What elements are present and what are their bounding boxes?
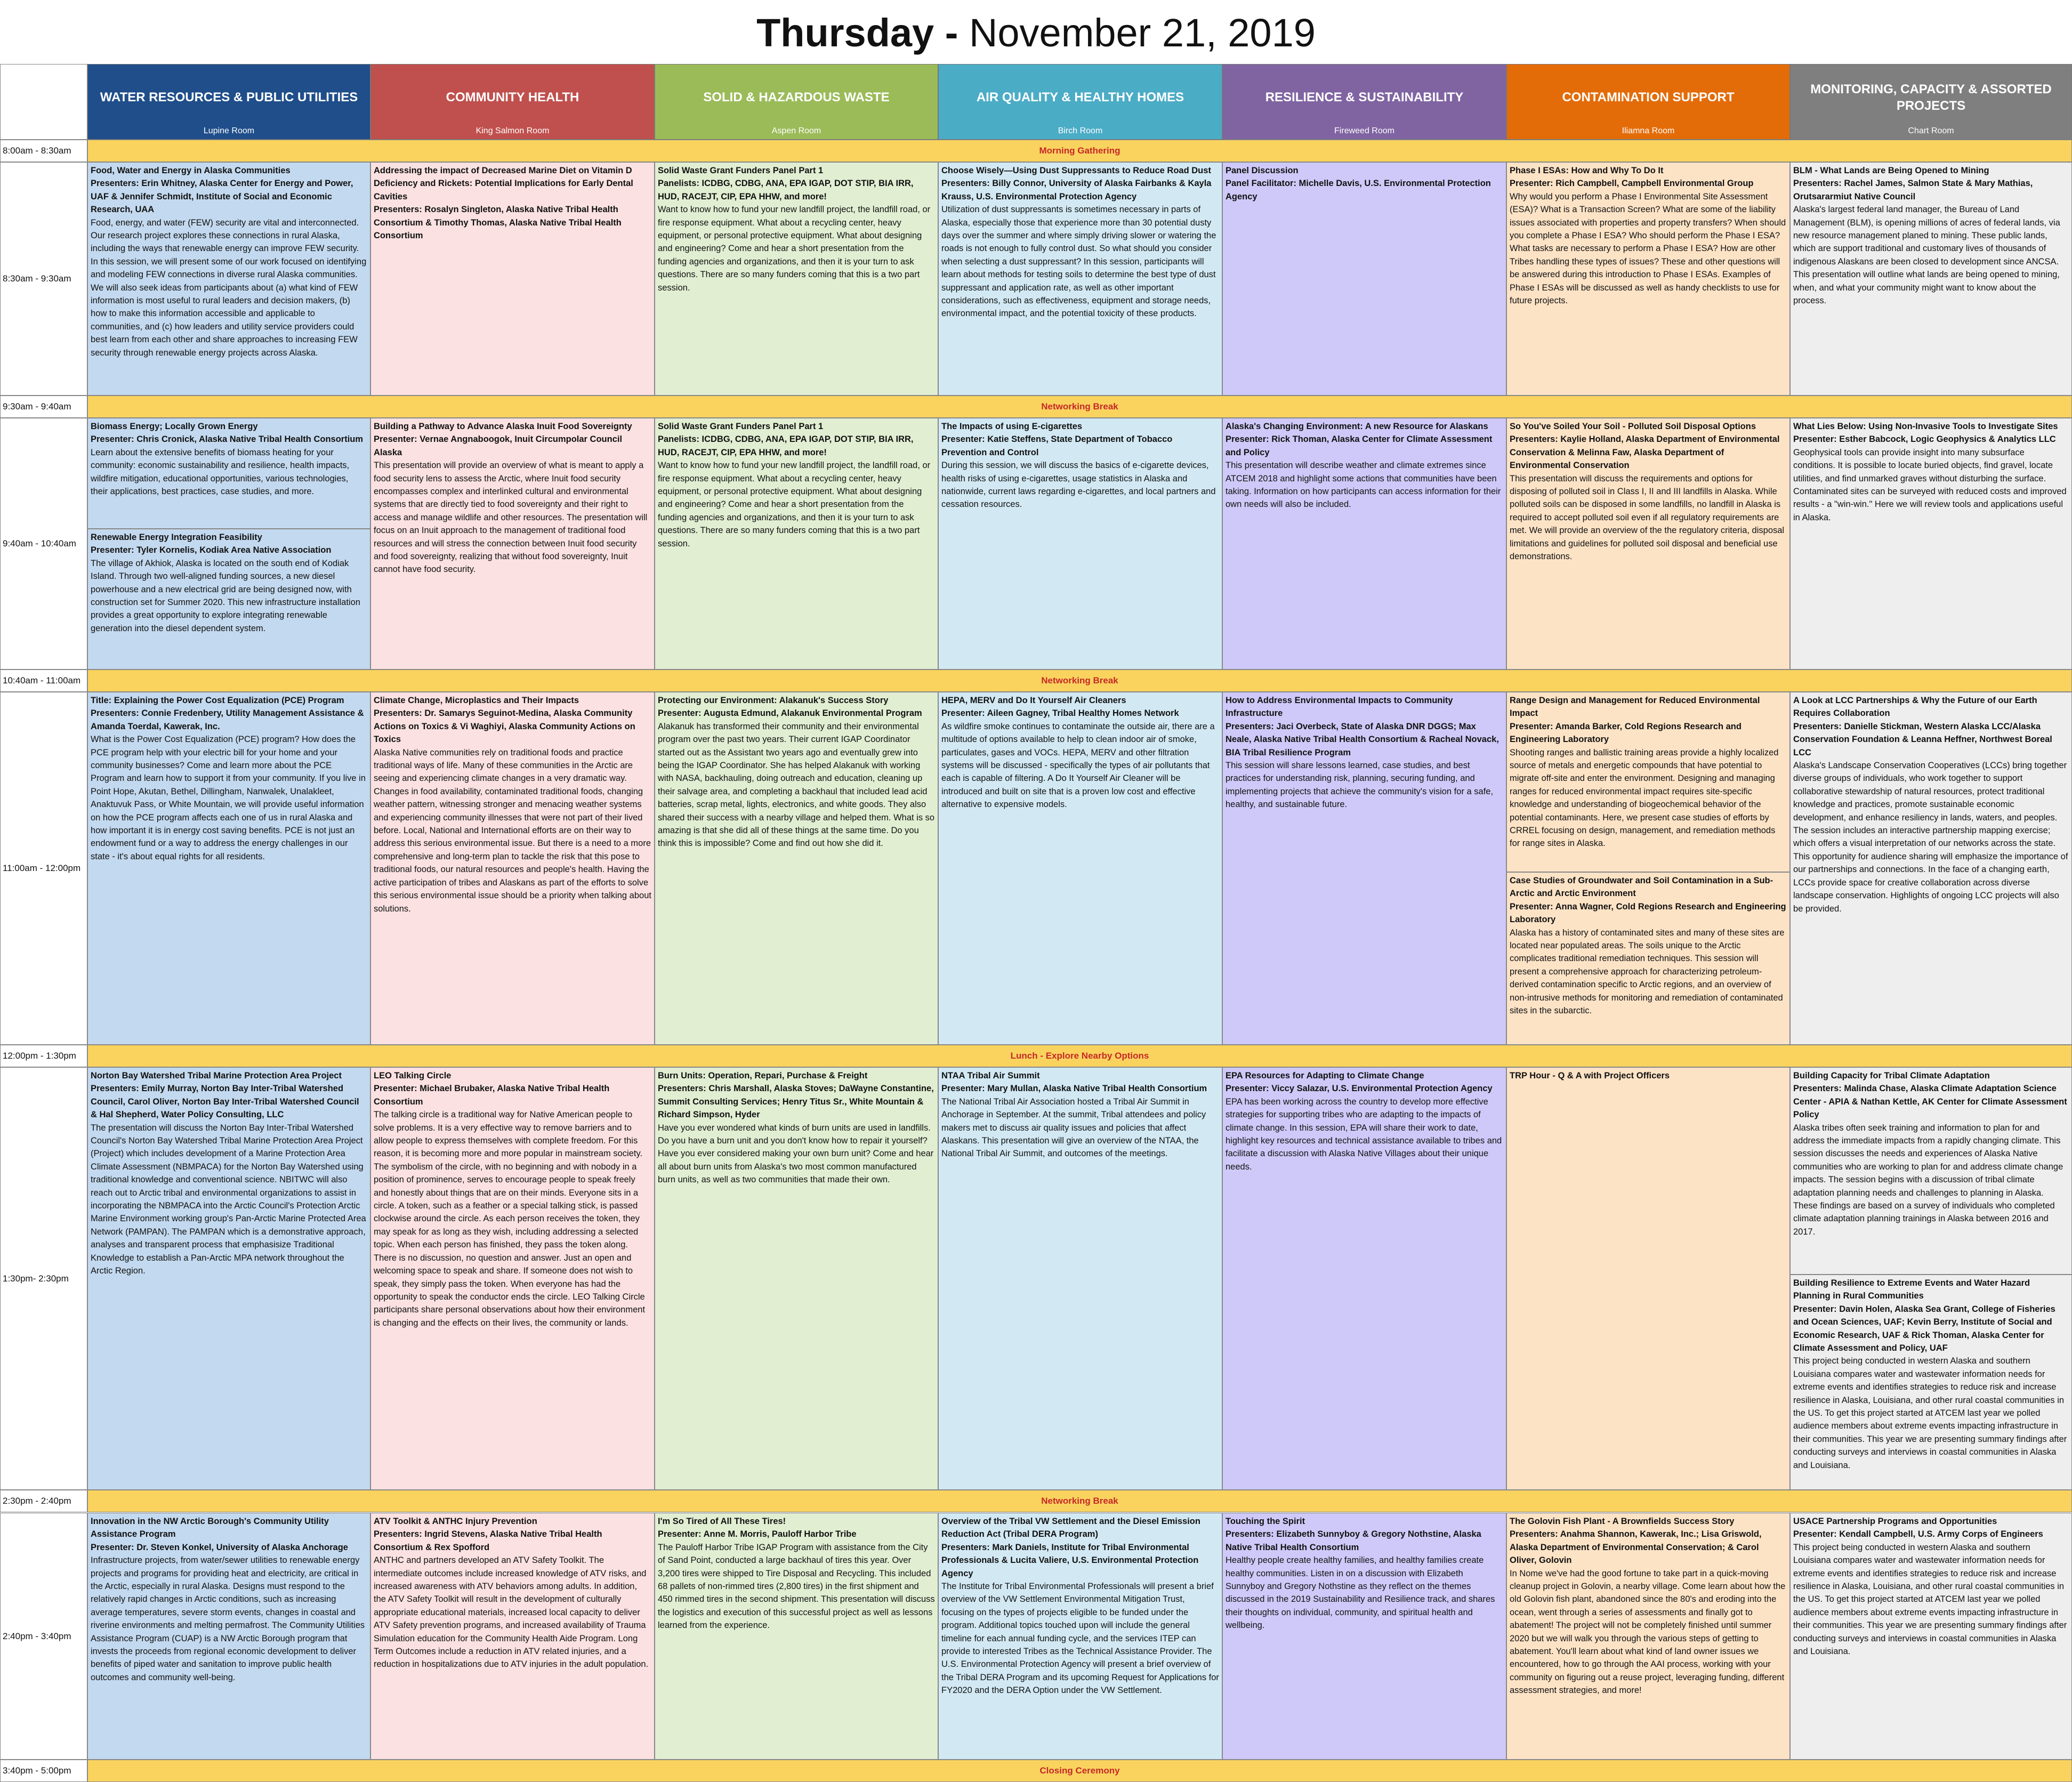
session-title: Biomass Energy; Locally Grown Energy — [91, 422, 258, 431]
session-cell — [1506, 1067, 1790, 1490]
time-slot: 9:40am - 10:40am — [0, 418, 87, 670]
date-label: November 21, 2019 — [969, 11, 1316, 55]
header-corner — [0, 64, 87, 140]
session-title: So You've Soiled Your Soil - Polluted Soil Disposal Options — [1510, 422, 1756, 431]
session-cell — [370, 1067, 655, 1490]
session-description: Infrastructure projects, from water/sewer utilities to renewable energy projects and programs for providing heat and electricity, are critical in the Arctic, especially in rural Alaska. Designs must respond to the relatively rapid changes in Arctic conditions, such as increasing average temperatures, severe storm events, changes in coastal and riverine environments and melting permafrost. The Community Utilities Assistance Program (CUAP) is a NW Arctic Borough program that invests the proceeds from regional economic development to deliver benefits of piped water and sanitation to improve public health outcomes and community well-being. — [91, 1555, 365, 1682]
session-cell — [87, 1513, 370, 1760]
session-presenters: Presenters: Rosalyn Singleton, Alaska Native Tribal Health Consortium & Timothy Thomas, Alaska Native Tribal Health Consortium — [374, 205, 622, 241]
session-presenters: Presenters: Elizabeth Sunnyboy & Gregory Nothstine, Alaska Native Tribal Health Consortium — [1226, 1529, 1481, 1552]
session-cell — [1506, 1513, 1790, 1760]
session-cell — [938, 162, 1222, 396]
session-presenters: Presenters: Ingrid Stevens, Alaska Native Tribal Health Consortium & Rex Spofford — [374, 1529, 602, 1552]
session-presenters: Presenter: Katie Steffens, State Department of Tobacco Prevention and Control — [941, 434, 1173, 457]
schedule-band: Closing Ceremony — [87, 1760, 2072, 1782]
session-cell — [655, 1513, 938, 1760]
track-room: Lupine Room — [203, 126, 255, 135]
session-cell — [1506, 418, 1790, 670]
session-cell — [87, 418, 370, 529]
session-presenters: Panel Facilitator: Michelle Davis, U.S. Environmental Protection Agency — [1226, 179, 1491, 201]
session-cell — [938, 692, 1222, 1045]
session-presenters: Presenter: Aileen Gagney, Tribal Healthy Homes Network — [941, 708, 1179, 719]
track-header — [87, 64, 370, 140]
session-presenters: Presenters: Jaci Overbeck, State of Alaska DNR DGGS; Max Neale, Alaska Native Tribal Health Consortium & Racheal Novack, BIA Tribal Resilience Program — [1226, 721, 1499, 757]
session-description: The talking circle is a traditional way for Native American people to solve problems. It is a very effective way to remove barriers and to allow people to express themselves with complete freedom. For this reason, it is becoming more and more popular in mainstream society. The symbolism of the circle, with no beginning and with nobody in a position of prominence, serves to encourage people to speak freely and honestly about things that are on their minds. Everyone sits in a circle. A token, such as a feather or a special talking stick, is passed clockwise around the circle. As each person receives the token, they may speak for as long as they wish, including addressing a selected topic. When each person has finished, they pass the token along. There is no discussion, no question and answer. Just an open and welcoming space to speak and share. If someone does not wish to speak, they simply pass the token. When everyone has had the opportunity to speak the conductor ends the circle. LEO Talking Circle participants share personal observations about how their environment is changing and the effects on their lives, the community or lands. — [374, 1110, 646, 1328]
session-presenters: Presenters: Chris Marshall, Alaska Stoves; DaWayne Constantine, Summit Consulting Services; Henry Titus Sr., White Mountain & Richard Simpson, Hyder — [658, 1084, 934, 1120]
session-title: How to Address Environmental Impacts to Community Infrastructure — [1226, 696, 1453, 719]
track-room: Chart Room — [1908, 126, 1954, 135]
session-description: The Pauloff Harbor Tribe IGAP Program with assistance from the City of Sand Point, conducted a large backhaul of tires this year. Over 3,200 tires were shipped to Tire Disposal and Recycling. This included 68 pallets of non-rimmed tires (2,800 tires) in the first shipment and 450 rimmed tires in the second shipment. This presentation will discuss the logistics and execution of this successful project as well as lessons learned from the experience. — [658, 1542, 935, 1631]
session-cell — [938, 418, 1222, 670]
session-title: Building Capacity for Tribal Climate Adaptation — [1793, 1071, 1990, 1081]
session-title: BLM - What Lands are Being Opened to Mining — [1793, 166, 1989, 175]
session-description: Alaska's largest federal land manager, the Bureau of Land Management (BLM), is opening millions of acres of federal lands, via new resource management planed to mining. These public lands, which are support traditional and customary lives of thousands of indigenous Alaskans are been closed to development since ANCSA. This presentation will outline what lands are being opened to mining, when, and what your community might want to know about the process. — [1793, 205, 2060, 306]
time-slot: 12:00pm - 1:30pm — [0, 1045, 87, 1067]
session-presenters: Panelists: ICDBG, CDBG, ANA, EPA IGAP, DOT STIP, BIA IRR, HUD, RACEJT, CIP, EPA HHW, and more! — [658, 179, 914, 201]
session-cell — [938, 1067, 1222, 1490]
session-presenters: Presenter: Anne M. Morris, Pauloff Harbor Tribe — [658, 1529, 857, 1539]
session-presenters: Presenter: Mary Mullan, Alaska Native Tribal Health Consortium — [941, 1084, 1207, 1094]
session-title: TRP Hour - Q & A with Project Officers — [1510, 1071, 1670, 1081]
track-header — [1790, 64, 2072, 140]
session-description: In Nome we've had the good fortune to take part in a quick-moving cleanup project in Golovin, a nearby village. Come learn about how the old Golovin fish plant, abandoned since the 80's and eroding into the ocean, went through a series of assessments and finally got to abatement! The project will not be completely finished until summer 2020 but we will walk you through the various steps of getting to abatement. You'll learn about what kind of land owner issues we encountered, how to go through the AAI process, working with your community on figuring out a reuse project, leveraging funding, different assessment strategies, and more! — [1510, 1568, 1786, 1696]
track-name: WATER RESOURCES & PUBLIC UTILITIES — [100, 90, 358, 105]
session-title: ATV Toolkit & ANTHC Injury Prevention — [374, 1517, 537, 1526]
session-title: Addressing the impact of Decreased Marine Diet on Vitamin D Deficiency and Rickets: Potential Implications for Early Dental Cavities — [374, 166, 633, 201]
session-title: What Lies Below: Using Non-Invasive Tools to Investigate Sites — [1793, 422, 2058, 431]
session-description: This presentation will discuss the requirements and options for disposing of polluted soil in Class I, II and III landfills in Alaska. While polluted soils can be disposed in some landfills, no landfill in Alaska is required to accept polluted soil even if all regulatory requirements are met. We will provide an overview of the the regulatory criteria, disposal limitations and guidelines for polluted soil disposal and beneficial use demonstrations. — [1510, 473, 1785, 562]
session-description: Geophysical tools can provide insight into many subsurface conditions. It is possible to locate buried objects, find gravel, locate utilities, and find unmarked graves without disturbing the surface. Contaminated sites can be surveyed with reduced costs and improved results - a "win-win." Here we will review tools and applications useful in Alaska. — [1793, 447, 2067, 522]
track-header — [370, 64, 655, 140]
session-title: Building Resilience to Extreme Events and Water Hazard Planning in Rural Communities — [1793, 1278, 2030, 1301]
session-description: Alakanuk has transformed their community and their environmental program over the past two years. Their current IGAP Coordinator started out as the Assistant two years ago and eventually grew into being the IGAP Coordinator. She has helped Alakanuk with working with NASA, backhauling, doing outreach and education, cleaning up their salvage area, and completing a backhaul that included lead acid batteries, scrap metal, lights, electronics, and white goods. They also shared their success with a nearby village and helped them. What is so amazing is that she did all of these things at the same time. Do you think this is impossible? Come and find out how she did it. — [658, 721, 935, 849]
session-title: USACE Partnership Programs and Opportunities — [1793, 1517, 1997, 1526]
time-slot: 10:40am - 11:00am — [0, 670, 87, 692]
schedule-band: Networking Break — [87, 1490, 2072, 1512]
session-cell — [1790, 1067, 2072, 1275]
track-header — [1506, 64, 1790, 140]
session-title: The Golovin Fish Plant - A Brownfields Success Story — [1510, 1517, 1735, 1526]
session-cell — [370, 1513, 655, 1760]
session-description: As wildfire smoke continues to contaminate the outside air, there are a multitude of options available to help to clean indoor air of smoke, particulates, gases and VOCs. HEPA, MERV and other filtration systems will be discussed - specifically the types of air pollutants that each is capable of filtering. A Do It Yourself Air Cleaner will be introduced and built on site that is a proven low cost and effective alternative to expensive models. — [941, 721, 1215, 810]
session-title: Alaska's Changing Environment: A new Resource for Alaskans — [1226, 422, 1488, 431]
session-description: Want to know how to fund your new landfill project, the landfill road, or fire response equipment. What about a recycling center, heavy equipment, or personal protective equipment. What about designing and engineering? Come and hear a short presentation from the funding agencies and organizations, and then it is your turn to ask questions. There are so many funders coming that this is a two part session. — [658, 205, 931, 293]
session-cell — [370, 418, 655, 670]
session-cell — [87, 1067, 370, 1490]
session-cell — [1222, 1067, 1506, 1490]
session-description: EPA has been working across the country to develop more effective strategies for supporting tribes who are adapting to the impacts of climate change. In this session, EPA will share their work to date, highlight key resources and technical assistance available to tribes and facilitate a discussion with Alaska Native Villages about their unique needs. — [1226, 1096, 1502, 1172]
session-title: Climate Change, Microplastics and Their Impacts — [374, 696, 579, 705]
track-room: Aspen Room — [771, 126, 821, 135]
session-title: Choose Wisely—Using Dust Suppressants to Reduce Road Dust — [941, 166, 1211, 175]
session-cell — [1790, 418, 2072, 670]
track-room: Fireweed Room — [1334, 126, 1394, 135]
session-description: The National Tribal Air Association hosted a Tribal Air Summit in Anchorage in September. At the summit, Tribal attendees and policy makers met to discuss air quality issues and policies that affect Alaskans. This presentation will give an overview of the NTAA, the National Tribal Air Summit, and outcomes of the meetings. — [941, 1096, 1206, 1159]
session-presenters: Presenter: Davin Holen, Alaska Sea Grant, College of Fisheries and Ocean Sciences, UAF; Kevin Berry, Institute of Social and Economic Research, UAF & Rick Thoman, Alaska Center for Climate Assessment and Policy, UAF — [1793, 1304, 2055, 1353]
session-presenters: Presenters: Dr. Samarys Seguinot-Medina, Alaska Community Actions on Toxics & Vi Waghiyi, Alaska Community Actions on Toxics — [374, 708, 635, 745]
session-presenters: Presenter: Viccy Salazar, U.S. Environmental Protection Agency — [1226, 1084, 1493, 1094]
session-cell — [370, 692, 655, 1045]
track-name: CONTAMINATION SUPPORT — [1562, 90, 1735, 105]
session-description: Learn about the extensive benefits of biomass heating for your community: economic sustainability and resilience, health impacts, wildfire mitigation, educational opportunities, various technologies, their applications, best practices, case studies, and more. — [91, 447, 350, 497]
session-cell — [370, 162, 655, 396]
session-presenters: Presenter: Esther Babcock, Logic Geophysics & Analytics LLC — [1793, 434, 2056, 445]
session-title: I'm So Tired of All These Tires! — [658, 1517, 786, 1526]
session-description: Shooting ranges and ballistic training areas provide a highly localized source of metals and energetic compounds that have potential to migrate off-site and enter the environment. Designing and managing ranges for reduced environmental impact requires site-specific knowledge and understanding of biogeochemical behavior of the potential contaminants. Here, we present case studies of efforts by CRREL focusing on design, management, and remediation methods for range sites in Alaska. — [1510, 747, 1779, 849]
time-slot: 3:40pm - 5:00pm — [0, 1760, 87, 1782]
session-presenters: Presenters: Anahma Shannon, Kawerak, Inc.; Lisa Griswold, Alaska Department of Environmental Conservation; & Carol Oliver, Golovin — [1510, 1529, 1762, 1566]
session-cell — [1790, 1513, 2072, 1760]
session-presenters: Presenter: Rich Campbell, Campbell Environmental Group — [1510, 179, 1754, 189]
session-cell — [1222, 418, 1506, 670]
time-slot: 8:30am - 9:30am — [0, 162, 87, 396]
schedule-band: Lunch - Explore Nearby Options — [87, 1045, 2072, 1067]
time-slot: 9:30am - 9:40am — [0, 396, 87, 418]
session-cell — [1790, 162, 2072, 396]
session-presenters: Presenters: Kaylie Holland, Alaska Department of Environmental Conservation & Melinna Faw, Alaska Department of Environmental Conservation — [1510, 434, 1780, 471]
session-description: What is the Power Cost Equalization (PCE) program? How does the PCE program help with your electric bill for your home and your community businesses? Come and learn more about the PCE Program and learn how to support it from your community. If you live in Point Hope, Akutan, Bethel, Dillingham, Nanwalek, Unalakleet, Anaktuvuk Pass, or White Mountain, we will provide useful information on how the PCE program affects each one of us in rural Alaska and how important it is in energy cost saving benefits. PCE is not just an endowment fund or a way to address the energy challenges in our state - it's about equal rights for all residents. — [91, 735, 366, 861]
session-description: Why would you perform a Phase I Environmental Site Assessment (ESA)? What is a Transaction Screen? What are some of the liability issues associated with properties and property transfers? When should you complete a Phase I ESA? Who should perform the Phase I ESA? What tasks are necessary to perform a Phase I ESA? How are other Tribes handling these types of issues? These and other questions will be answered during this introduction to Phase I ESAs. Examples of Phase I ESAs will be discussed as well as handy checklists to use for future projects. — [1510, 191, 1786, 306]
session-cell — [1506, 872, 1790, 1045]
session-presenters: Presenter: Augusta Edmund, Alakanuk Environmental Program — [658, 708, 922, 719]
session-presenters: Presenters: Emily Murray, Norton Bay Inter-Tribal Watershed Council, Carol Oliver, Norton Bay Inter-Tribal Watershed Council & Hal Shepherd, Water Policy Consulting, LLC — [91, 1084, 359, 1120]
session-presenters: Presenters: Mark Daniels, Institute for Tribal Environmental Professionals & Lucita Valiere, U.S. Environmental Protection Agency — [941, 1542, 1199, 1578]
session-presenters: Presenter: Dr. Steven Konkel, University of Alaska Anchorage — [91, 1542, 348, 1552]
session-cell — [1790, 1275, 2072, 1490]
session-presenters: Presenter: Tyler Kornelis, Kodiak Area Native Association — [91, 545, 332, 555]
session-title: Range Design and Management for Reduced Environmental Impact — [1510, 696, 1760, 719]
session-title: A Look at LCC Partnerships & Why the Future of our Earth Requires Collaboration — [1793, 696, 2037, 719]
session-presenters: Presenter: Rick Thoman, Alaska Center for Climate Assessment and Policy — [1226, 434, 1493, 457]
session-description: Want to know how to fund your new landfill project, the landfill road, or fire response equipment. What about a recycling center, heavy equipment, or personal protective equipment. What about designing and engineering? Come and hear a short presentation from the funding agencies and organizations, and then it is your turn to ask questions. There are so many funders coming that this is a two part session. — [658, 461, 931, 549]
session-cell — [87, 162, 370, 396]
time-slot: 2:30pm - 2:40pm — [0, 1490, 87, 1512]
session-title: Solid Waste Grant Funders Panel Part 1 — [658, 166, 824, 175]
session-title: Case Studies of Groundwater and Soil Contamination in a Sub-Arctic and Arctic Environment — [1510, 876, 1773, 899]
session-presenters: Presenter: Vernae Angnaboogok, Inuit Circumpolar Council Alaska — [374, 434, 623, 457]
session-title: NTAA Tribal Air Summit — [941, 1071, 1040, 1081]
track-header — [1222, 64, 1506, 140]
session-cell — [1222, 692, 1506, 1045]
session-description: The village of Akhiok, Alaska is located on the south end of Kodiak Island. Through two well-aligned funding sources, a new diesel powerhouse and a new electrical grid are being designed now, with construction set for Summer 2020. This new infrastructure installation provides a great opportunity to explore integrating renewable generation into the diesel dependent system. — [91, 558, 360, 633]
schedule-band: Networking Break — [87, 396, 2072, 418]
session-presenters: Presenters: Billy Connor, University of Alaska Fairbanks & Kayla Krauss, U.S. Environmental Protection Agency — [941, 179, 1212, 201]
session-cell — [1790, 692, 2072, 1045]
session-title: Food, Water and Energy in Alaska Communities — [91, 166, 291, 175]
session-cell — [655, 1067, 938, 1490]
title-separator: - — [934, 11, 969, 55]
session-presenters: Presenters: Malinda Chase, Alaska Climate Adaptation Science Center - APIA & Nathan Kettle, AK Center for Climate Assessment Policy — [1793, 1084, 2067, 1120]
session-description: During this session, we will discuss the basics of e-cigarette devices, health risks of using e-cigarettes, usage statistics in Alaska and nationwide, current laws regarding e-cigarettes, and local partners and cessation resources. — [941, 461, 1216, 510]
track-name: COMMUNITY HEALTH — [446, 90, 579, 105]
session-title: Renewable Energy Integration Feasibility — [91, 533, 262, 542]
session-title: Innovation in the NW Arctic Borough's Community Utility Assistance Program — [91, 1517, 329, 1539]
session-description: This presentation will describe weather and climate extremes since ATCEM 2018 and highlight some actions that communities have been taking. Information on how participants can access information for their own needs will also be included. — [1226, 461, 1501, 510]
session-title: Burn Units: Operation, Repari, Purchase & Freight — [658, 1071, 868, 1081]
track-room: Birch Room — [1058, 126, 1103, 135]
track-name: SOLID & HAZARDOUS WASTE — [703, 90, 890, 105]
session-description: This session will share lessons learned, case studies, and best practices for understanding risk, planning, securing funding, and implementing projects that achieve the community's vision for a safe, healthy, and sustainable future. — [1226, 761, 1494, 810]
track-name: AIR QUALITY & HEALTHY HOMES — [976, 90, 1184, 105]
session-cell — [938, 1513, 1222, 1760]
session-cell — [1222, 162, 1506, 396]
session-presenters: Presenters: Rachel James, Salmon State & Mary Mathias, Orutsararmiut Native Council — [1793, 179, 2033, 201]
session-title: Panel Discussion — [1226, 166, 1299, 175]
session-cell — [655, 418, 938, 670]
session-title: Touching the Spirit — [1226, 1517, 1305, 1526]
session-description: The Institute for Tribal Environmental Professionals will present a brief overview of the VW Settlement Environmental Mitigation Trust, focusing on the types of projects eligible to be funded under the program. Additional topics touched upon will include the general timeline for each annual funding cycle, and the services ITEP can provide to interested Tribes as the Technical Assistance Provider. The U.S. Environmental Protection Agency will present a brief overview of the Tribal DERA Program and its upcoming Request for Applications for FY2020 and the DERA Option under the VW Settlement. — [941, 1582, 1219, 1696]
time-slot: 1:30pm- 2:30pm — [0, 1067, 87, 1490]
time-slot: 2:40pm - 3:40pm — [0, 1513, 87, 1760]
session-title: Norton Bay Watershed Tribal Marine Protection Area Project — [91, 1071, 342, 1081]
session-title: Overview of the Tribal VW Settlement and the Diesel Emission Reduction Act (Tribal DERA Program) — [941, 1517, 1200, 1539]
session-presenters: Presenters: Danielle Stickman, Western Alaska LCC/Alaska Conservation Foundation & Leanna Heffner, Northwest Boreal LCC — [1793, 721, 2052, 757]
track-header — [655, 64, 938, 140]
session-title: EPA Resources for Adapting to Climate Change — [1226, 1071, 1424, 1081]
session-presenters: Presenters: Connie Fredenbery, Utility Management Assistance & Amanda Toerdal, Kawerak, Inc. — [91, 708, 364, 731]
session-title: Title: Explaining the Power Cost Equalization (PCE) Program — [91, 696, 344, 705]
track-room: Iliamna Room — [1622, 126, 1675, 135]
session-description: Utilization of dust suppressants is sometimes necessary in parts of Alaska, especially those that experience more than 30 potential dusty days over the summer and where simply driving slower or watering the roads is not enough to fully control dust. So what should you consider when selecting a dust suppressant? In this session, participants will learn about methods for testing soils to determine the best type of dust suppressant and application rate, as well as other important considerations, such as effectiveness, equipment and storage needs, environmental impact, and the potential toxicity of these products. — [941, 205, 1216, 319]
session-presenters: Presenter: Kendall Campbell, U.S. Army Corps of Engineers — [1793, 1529, 2043, 1539]
session-title: Phase I ESAs: How and Why To Do It — [1510, 166, 1664, 175]
session-title: The Impacts of using E-cigarettes — [941, 422, 1083, 431]
session-title: HEPA, MERV and Do It Yourself Air Cleaners — [941, 696, 1126, 705]
track-room: King Salmon Room — [475, 126, 550, 135]
session-title: LEO Talking Circle — [374, 1071, 452, 1081]
session-description: Alaska tribes often seek training and information to plan for and address the immediate impacts from a rapidly changing climate. This session discusses the needs and experiences of Alaska Native communities who are working to plan for and address climate change impacts. The session begins with a discussion of tribal climate adaptation planning needs and challenges to planning in Alaska. These findings are based on a survey of individuals who completed climate adaptation planning trainings in Alaska between 2016 and 2017. — [1793, 1123, 2063, 1237]
session-cell — [655, 162, 938, 396]
session-description: This presentation will provide an overview of what is meant to apply a food security lens to assess the Arctic, where Inuit food security encompasses complex and interlinked cultural and environmental systems that are directly tied to food sovereignty and their right to access and manage wildlife and other resources. The presentation will focus on an Inuit approach to the management of traditional food resources and will stress the connection between Inuit food security and food sovereignty, realizing that without food sovereignty, Inuit cannot have food security. — [374, 461, 648, 575]
session-description: Have you ever wondered what kinds of burn units are used in landfills. Do you have a burn unit and you don't know how to repair it yourself? Have you ever considered making your own burn unit? Come and hear all about burn units from Alaska's two most common manufactured burn units, as well as two communities that made their own. — [658, 1123, 934, 1185]
session-title: Protecting our Environment: Alakanuk's Success Story — [658, 696, 889, 705]
session-cell — [1506, 162, 1790, 396]
session-description: Alaska's Landscape Conservation Cooperatives (LCCs) bring together diverse groups of individuals, who work together to support collaborative stewardship of natural resources, protect traditional knowledge and practices, promote sustainable economic development, and enhance resiliency in lands, waters, and peoples. The session includes an interactive partnership mapping exercise; which offers a visual interpretation of our networks across the state. This opportunity for audience sharing will emphasize the importance of our partnerships and connections. In the face of a changing earth, LCCs provide space for creative collaboration across diverse landscape conservation. Highlights of ongoing LCC projects will also be provided. — [1793, 761, 2068, 914]
session-cell — [87, 692, 370, 1045]
track-name: MONITORING, CAPACITY & ASSORTED PROJECTS — [1810, 82, 2052, 113]
session-cell — [87, 529, 370, 670]
schedule-band: Networking Break — [87, 670, 2072, 692]
session-description: ANTHC and partners developed an ATV Safety Toolkit. The intermediate outcomes include increased knowledge of ATV risks, and increased awareness with ATV behaviors among adults. In addition, the ATV Safety Toolkit will result in the development of culturally appropriate educational materials, increased local capacity to deliver ATV Safety prevention programs, and increased availability of Trauma Simulation education for the Community Health Aide Program. Long Term Outcomes include a reduction in ATV related injuries, and a reduction in hospitalizations due to ATV injuries in the adult population. — [374, 1555, 649, 1670]
session-cell — [1506, 692, 1790, 872]
session-description: This project being conducted in western Alaska and southern Louisiana compares water and wastewater information needs for extreme events and identifies strategies to reduce risk and increase resilience in Alaska, Louisiana, and other rural coastal communities in the US. To get this project started at ATCEM last year we polled audience members about extreme events impacting infrastructure in their communities. This year we are presenting summary findings after conducting surveys and interviews in coastal communities in Alaska and Louisiana. — [1793, 1542, 2067, 1657]
schedule-band: Morning Gathering — [87, 140, 2072, 162]
session-presenters: Presenter: Amanda Barker, Cold Regions Research and Engineering Laboratory — [1510, 721, 1742, 745]
session-presenters: Presenters: Erin Whitney, Alaska Center for Energy and Power, UAF & Jennifer Schmidt, Institute of Social and Economic Research, UAA — [91, 179, 353, 215]
session-presenters: Presenter: Chris Cronick, Alaska Native Tribal Health Consortium — [91, 434, 364, 445]
session-description: Alaska has a history of contaminated sites and many of these sites are located near populated areas. The soils unique to the Arctic complicates traditional remediation techniques. This session will present a comprehensive approach for characterizing petroleum-derived contamination specific to Arctic regions, and an overview of non-intrusive methods for monitoring and remediation of contaminated sites in the subarctic. — [1510, 928, 1785, 1016]
session-cell — [1222, 1513, 1506, 1760]
session-description: Food, energy, and water (FEW) security are vital and interconnected. Our research project explores these connections in rural Alaska, including the ways that renewable energy can improve FEW security. In this session, we will present some of our work focused on identifying and modeling FEW connections in diverse rural Alaska communities. We will also seek ideas from participants about (a) what kind of FEW information is most useful to rural leaders and decision makers, (b) how to make this information accessible and applicable to communities, and (c) how leaders and utility service providers could best learn from each other and share approaches to increasing FEW security through renewable energy projects across Alaska. — [91, 217, 367, 358]
session-presenters: Presenter: Anna Wagner, Cold Regions Research and Engineering Laboratory — [1510, 901, 1786, 925]
time-slot: 11:00am - 12:00pm — [0, 692, 87, 1045]
day-label: Thursday — [756, 11, 934, 55]
session-presenters: Presenter: Michael Brubaker, Alaska Native Tribal Health Consortium — [374, 1084, 610, 1107]
session-presenters: Panelists: ICDBG, CDBG, ANA, EPA IGAP, DOT STIP, BIA IRR, HUD, RACEJT, CIP, EPA HHW, and more! — [658, 434, 914, 457]
session-title: Solid Waste Grant Funders Panel Part 1 — [658, 422, 824, 431]
track-header — [938, 64, 1222, 140]
session-title: Building a Pathway to Advance Alaska Inuit Food Sovereignty — [374, 422, 632, 431]
session-description: The presentation will discuss the Norton Bay Inter-Tribal Watershed Council's Norton Bay Watershed Tribal Marine Protection Area Project (Project) which includes development of a Marine Protection Area Climate Assessment (NBMPACA) for the Norton Bay Watershed using traditional knowledge and conventional science. NBITWC will also reach out to Arctic tribal and environmental organizations to assist in incorporating the NBMPACA into the Arctic Council's Protection Arctic Marine Environment working group's Pan-Arctic Marine Protected Area Network (PAMPAN). The PAMPAN which is a demonstrative approach, analyses and transparent process that emphasisize Traditional Knowledge to establish a Pan-Arctic MPA network throughout the Arctic Region. — [91, 1123, 366, 1276]
session-description: Healthy people create healthy families, and healthy families create healthy communities. Listen in on a discussion with Elizabeth Sunnyboy and Gregory Nothstine as they reflect on the themes discussed in the 2019 Sustainability and Resilience track, and shares their thoughts on individual, community, and spiritual health and wellbeing. — [1226, 1555, 1495, 1631]
session-description: This project being conducted in western Alaska and southern Louisiana compares water and wastewater information needs for extreme events and identifies strategies to reduce risk and increase resilience in Alaska, Louisiana, and other rural coastal communities in the US. To get this project started at ATCEM last year we polled audience members about extreme events impacting infrastructure in their communities. This year we are presenting summary findings after conducting surveys and interviews in coastal communities in Alaska and Louisiana. — [1793, 1356, 2067, 1470]
session-cell — [655, 692, 938, 1045]
session-description: Alaska Native communities rely on traditional foods and practice traditional ways of life. Many of these communities in the Arctic are seeing and experiencing climate changes in a very dramatic way. Changes in food availability, contaminated traditional foods, changing weather pattern, witnessing stronger and menacing weather systems and experiencing community illnesses that were not part of their lived before. Local, National and International efforts are on their way to address this serious environmental issue. But there is a need to a more comprehensive and long-term plan to tackle the risk that this pose to traditional foods, our natural resources and people's health. Having the active participation of tribes and Alaskans as part of the efforts to solve this serious environmental issue should be a priority when talking about solutions. — [374, 747, 651, 914]
time-slot: 8:00am - 8:30am — [0, 140, 87, 162]
track-name: RESILIENCE & SUSTAINABILITY — [1265, 90, 1464, 105]
